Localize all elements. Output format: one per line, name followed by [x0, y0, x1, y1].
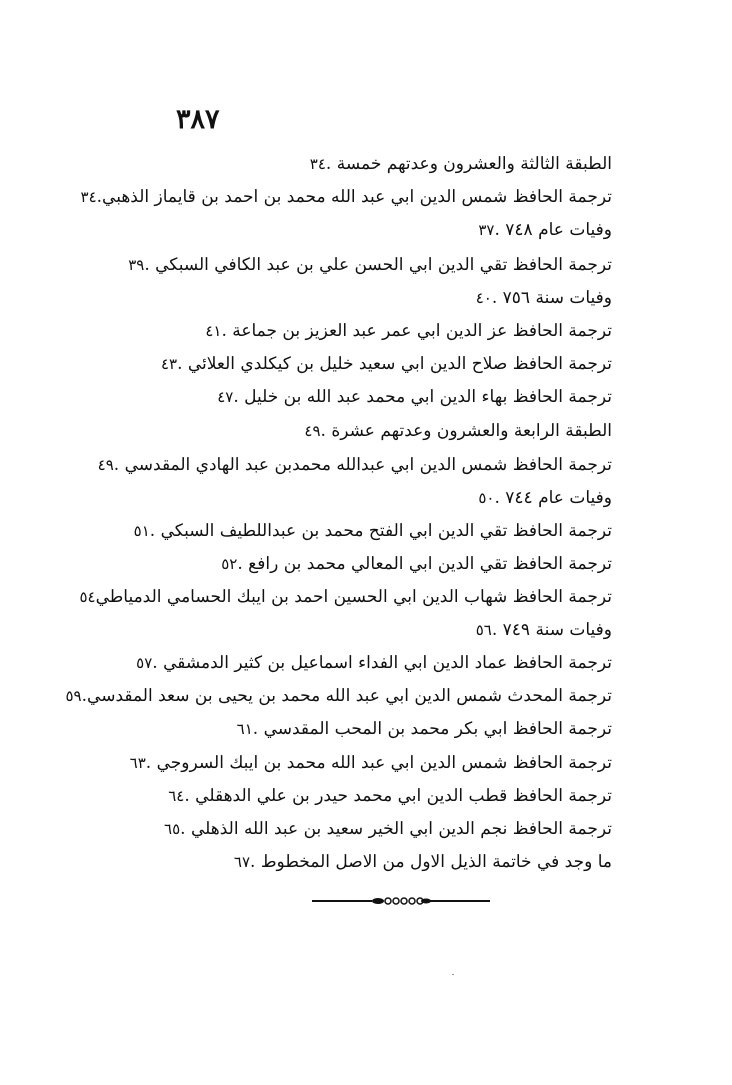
toc-entry: [208, 845, 612, 878]
toc-entry: [142, 779, 612, 812]
entry-title: ترجمة المحدث شمس الدين ابي عبد الله محمد بن يحيى بن سعد المقدسي.: [81, 685, 612, 706]
toc-entry: [54, 580, 612, 613]
entry-page-number: ٥٧: [136, 653, 153, 672]
toc-entry: [179, 314, 612, 347]
entry-page-number: ٤١: [205, 321, 222, 340]
toc-entry: [108, 514, 612, 547]
entry-page-number: ٥٩: [65, 686, 82, 705]
entry-title: ترجمة الحافظ قطب الدين ابي محمد حيدر بن علي الدهقلي .: [184, 785, 612, 806]
entry-title: ترجمة الحافظ عز الدين ابي عمر عبد العزيز بن جماعة .: [221, 320, 612, 341]
toc-entry: [104, 746, 612, 779]
toc-entry: [284, 147, 612, 180]
ornament-divider: [312, 894, 490, 908]
entry-title: وفيات عام ٧٤٤ .: [494, 487, 612, 508]
entry-page-number: ٦٥: [164, 819, 181, 838]
entry-page-number: ٣٧: [478, 220, 495, 239]
entry-title: ترجمة الحافظ ابي بكر محمد بن المحب المقدسي .: [252, 718, 612, 739]
entry-page-number: ٣٩: [128, 255, 145, 274]
entry-page-number: ٤٣: [160, 354, 178, 373]
entry-page-number: ٥٦: [475, 620, 492, 639]
toc-entry: [72, 448, 612, 481]
entry-title: ترجمة الحافظ تقي الدين ابي الحسن علي بن عبد الكافي السبكي .: [144, 254, 612, 275]
toc-entry: [191, 380, 612, 413]
entry-title: وفيات سنة ٧٤٩ .: [491, 619, 612, 640]
entry-page-number: ٦٤: [168, 786, 185, 805]
entry-title: ترجمة الحافظ نجم الدين ابي الخير سعيد بن عبد الله الذهلي .: [180, 818, 612, 839]
entry-title: الطبقة الرابعة والعشرون وعدتهم عشرة .: [320, 420, 612, 441]
entry-page-number: ٤٠: [475, 288, 492, 307]
entry-page-number: ٦٣: [129, 753, 146, 772]
entry-title: ترجمة الحافظ صلاح الدين ابي سعيد خليل بن كيكلدي العلائي .: [177, 353, 612, 374]
toc-entry: [135, 347, 612, 380]
paper-speck: [452, 974, 454, 975]
entry-page-number: ٤٩: [304, 421, 321, 440]
entry-page-number: ٥٤: [79, 587, 96, 606]
page-number: ٣٨٧: [176, 104, 220, 135]
entry-title: الطبقة الثالثة والعشرون وعدتهم خمسة .: [325, 153, 612, 174]
entry-title: ترجمة الحافظ تقي الدين ابي المعالي محمد بن رافع .: [237, 553, 612, 574]
entry-title: وفيات سنة ٧٥٦ .: [491, 287, 612, 308]
entry-title: ما وجد في خاتمة الذيل الاول من الاصل المخطوط .: [250, 851, 612, 872]
entry-page-number: ٣٤: [309, 154, 326, 173]
entry-title: ترجمة الحافظ شهاب الدين ابي الحسين احمد بن ايبك الحسامي الدمياطي: [95, 586, 612, 607]
toc-entry: [55, 180, 612, 213]
toc-entry: [102, 248, 612, 281]
toc-entry: [211, 712, 612, 745]
entry-title: ترجمة الحافظ شمس الدين ابي عبدالله محمدبن عبد الهادي المقدسي .: [113, 454, 612, 475]
entry-page-number: ٦٧: [233, 852, 251, 871]
toc-entry: [279, 414, 612, 447]
entry-page-number: ٥١: [133, 521, 150, 540]
toc-entry: [450, 613, 612, 646]
toc-entry: [110, 646, 612, 679]
entry-title: ترجمة الحافظ بهاء الدين ابي محمد عبد الله بن خليل .: [233, 386, 612, 407]
toc-entry: [138, 812, 612, 845]
entry-page-number: ٥٠: [478, 488, 495, 507]
toc-entry: [450, 281, 612, 314]
toc-entry: [452, 213, 612, 246]
toc-entry: [452, 481, 612, 514]
entry-page-number: ٤٩: [97, 455, 114, 474]
entry-page-number: ٤٧: [217, 387, 234, 406]
entry-page-number: ٦١: [236, 719, 253, 738]
entry-title: ترجمة الحافظ عماد الدين ابي الفداء اسماعيل بن كثير الدمشقي .: [152, 652, 612, 673]
entry-title: ترجمة الحافظ شمس الدين ابي عبد الله محمد بن احمد بن قايماز الذهبي.: [96, 186, 612, 207]
entry-title: ترجمة الحافظ شمس الدين ابي عبد الله محمد بن ايبك السروجي .: [145, 752, 612, 773]
toc-entry: [40, 679, 612, 712]
entry-page-number: ٥٢: [221, 554, 238, 573]
entry-page-number: ٣٤: [80, 187, 97, 206]
entry-title: ترجمة الحافظ تقي الدين ابي الفتح محمد بن عبداللطيف السبكي .: [149, 520, 612, 541]
toc-entry: [195, 547, 612, 580]
entry-title: وفيات عام ٧٤٨ .: [494, 219, 612, 240]
